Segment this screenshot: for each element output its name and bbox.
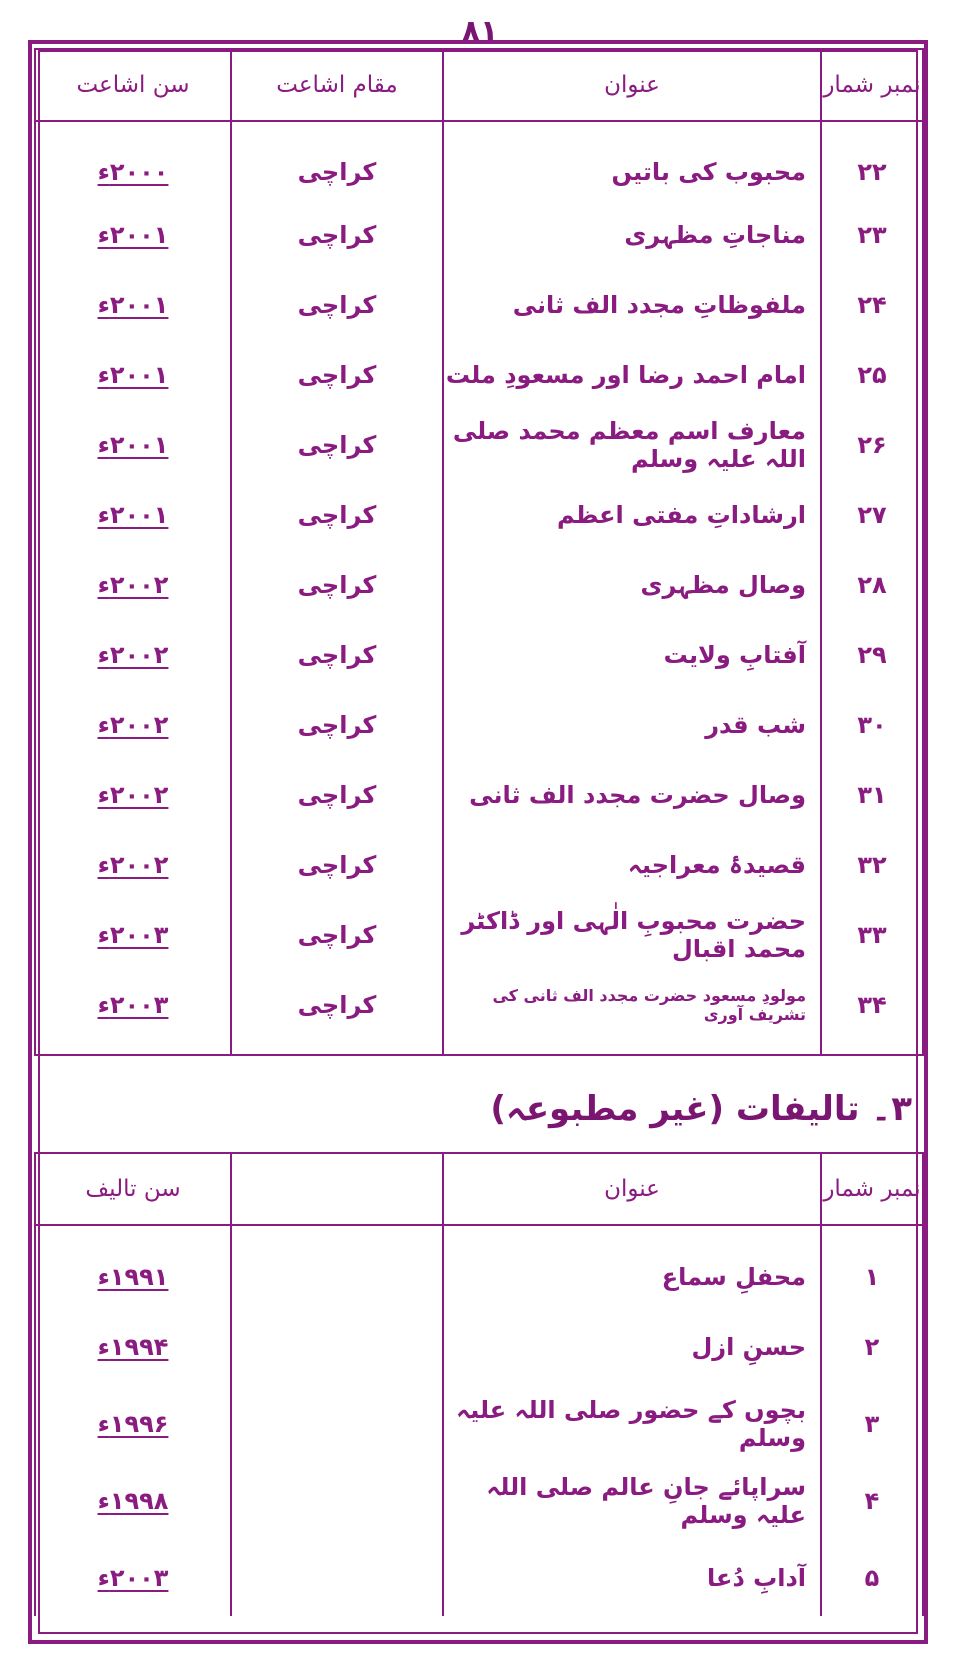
row-title: مولودِ مسعود حضرت مجدد الف ثانی کی تشریف آوری: [443, 970, 821, 1055]
row-number: ۳۳: [821, 900, 923, 970]
row-place: کراچی: [231, 480, 443, 550]
row-place: کراچی: [231, 121, 443, 200]
row-place: کراچی: [231, 830, 443, 900]
header-number: نمبر شمار: [821, 49, 923, 121]
row-blank: [231, 1539, 443, 1616]
row-number: ۳۲: [821, 830, 923, 900]
row-number: ۲۵: [821, 340, 923, 410]
row-title: شب قدر: [443, 690, 821, 760]
row-year: ۱۹۹۸ء: [35, 1462, 231, 1539]
row-number: ۲۶: [821, 410, 923, 480]
row-place: کراچی: [231, 900, 443, 970]
row-number: ۲۷: [821, 480, 923, 550]
row-year: ۲۰۰۱ء: [35, 270, 231, 340]
row-year: ۲۰۰۳ء: [35, 970, 231, 1055]
row-title: قصیدۂ معراجیہ: [443, 830, 821, 900]
row-year: ۲۰۰۳ء: [35, 1539, 231, 1616]
table-row: [35, 121, 923, 200]
row-number: ۳۰: [821, 690, 923, 760]
row-number: ۳: [821, 1385, 923, 1462]
table-row: [35, 1385, 923, 1462]
row-title: معارف اسم معظم محمد صلی اللہ علیہ وسلم: [443, 410, 821, 480]
row-title: حضرت محبوبِ الٰہی اور ڈاکٹر محمد اقبال: [443, 900, 821, 970]
row-number: ۵: [821, 1539, 923, 1616]
row-place: کراچی: [231, 620, 443, 690]
row-year: ۲۰۰۲ء: [35, 830, 231, 900]
row-number: ۴: [821, 1462, 923, 1539]
row-year: ۱۹۹۶ء: [35, 1385, 231, 1462]
row-place: کراچی: [231, 760, 443, 830]
row-place: کراچی: [231, 340, 443, 410]
table-row: [35, 830, 923, 900]
row-year: ۱۹۹۱ء: [35, 1225, 231, 1308]
row-year: ۲۰۰۰ء: [35, 121, 231, 200]
row-title: محبوب کی باتیں: [443, 121, 821, 200]
row-number: ۳۱: [821, 760, 923, 830]
row-title: آفتابِ ولایت: [443, 620, 821, 690]
row-year: ۲۰۰۲ء: [35, 620, 231, 690]
row-title: مناجاتِ مظہری: [443, 200, 821, 270]
header-place: مقام اشاعت: [231, 49, 443, 121]
row-year: ۱۹۹۴ء: [35, 1308, 231, 1385]
row-blank: [231, 1462, 443, 1539]
row-title: وصال حضرت مجدد الف ثانی: [443, 760, 821, 830]
page-number: ۸۱: [461, 14, 499, 49]
row-title: ملفوظاتِ مجدد الف ثانی: [443, 270, 821, 340]
row-year: ۲۰۰۱ء: [35, 410, 231, 480]
row-year: ۲۰۰۳ء: [35, 900, 231, 970]
row-place: کراچی: [231, 970, 443, 1055]
row-place: کراچی: [231, 410, 443, 480]
row-title: آدابِ دُعا: [443, 1539, 821, 1616]
row-number: ۳۴: [821, 970, 923, 1055]
header-year: سن تالیف: [35, 1153, 231, 1225]
table-row: [35, 900, 923, 970]
table-row: [35, 690, 923, 760]
header-year: سن اشاعت: [35, 49, 231, 121]
table-row: [35, 1225, 923, 1308]
table-row: [35, 1539, 923, 1616]
row-place: کراچی: [231, 690, 443, 760]
row-title: حسنِ ازل: [443, 1308, 821, 1385]
header-number: نمبر شمار: [821, 1153, 923, 1225]
row-year: ۲۰۰۱ء: [35, 340, 231, 410]
table-header-row: [35, 1153, 923, 1225]
table-row: [35, 200, 923, 270]
table-row: [35, 410, 923, 480]
table-row: [35, 760, 923, 830]
row-place: کراچی: [231, 200, 443, 270]
row-year: ۲۰۰۱ء: [35, 480, 231, 550]
table-row: [35, 620, 923, 690]
row-number: ۲۹: [821, 620, 923, 690]
row-blank: [231, 1225, 443, 1308]
publications-table: [34, 48, 924, 1056]
row-title: امام احمد رضا اور مسعودِ ملت: [443, 340, 821, 410]
row-year: ۲۰۰۲ء: [35, 550, 231, 620]
row-number: ۲۴: [821, 270, 923, 340]
row-title: بچوں کے حضور صلی اللہ علیہ وسلم: [443, 1385, 821, 1462]
table-header-row: [35, 49, 923, 121]
row-number: ۲۲: [821, 121, 923, 200]
row-number: ۲۸: [821, 550, 923, 620]
table-row: [35, 480, 923, 550]
row-title: ارشاداتِ مفتی اعظم: [443, 480, 821, 550]
row-year: ۲۰۰۱ء: [35, 200, 231, 270]
row-year: ۲۰۰۲ء: [35, 760, 231, 830]
table-row: [35, 550, 923, 620]
row-number: ۱: [821, 1225, 923, 1308]
table-row: [35, 340, 923, 410]
table-row: [35, 1462, 923, 1539]
row-title: وصال مظہری: [443, 550, 821, 620]
table-row: [35, 1308, 923, 1385]
row-place: کراچی: [231, 270, 443, 340]
row-blank: [231, 1308, 443, 1385]
table-row: [35, 270, 923, 340]
row-number: ۲: [821, 1308, 923, 1385]
table-row: [35, 970, 923, 1055]
row-blank: [231, 1385, 443, 1462]
header-title: عنوان: [443, 49, 821, 121]
section-heading: ۳۔ تالیفات (غیر مطبوعہ): [490, 1089, 912, 1129]
row-number: ۲۳: [821, 200, 923, 270]
header-blank: [231, 1153, 443, 1225]
header-title: عنوان: [443, 1153, 821, 1225]
row-place: کراچی: [231, 550, 443, 620]
row-year: ۲۰۰۲ء: [35, 690, 231, 760]
row-title: سراپائے جانِ عالم صلی اللہ علیہ وسلم: [443, 1462, 821, 1539]
compilations-table: [34, 1152, 924, 1616]
row-title: محفلِ سماع: [443, 1225, 821, 1308]
